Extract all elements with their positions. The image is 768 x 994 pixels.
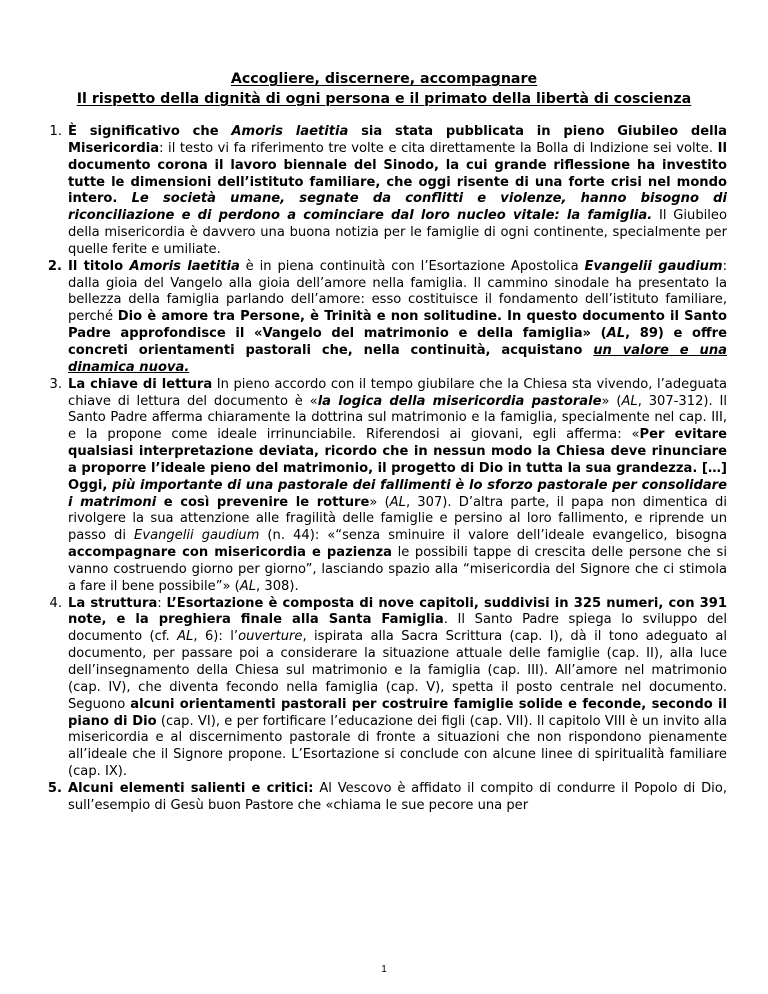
text-segment: sia stata pubblicata in pieno Giubileo della Misericordia <box>68 124 727 156</box>
document-heading <box>40 69 728 109</box>
text-segment: In pieno accordo con il tempo giubilare che la Chiesa sta vivendo, l’adeguata chiave di lettura del documento è « <box>68 376 727 409</box>
text-segment: . Il Santo Padre spiega lo sviluppo del documento (cf. <box>68 612 727 645</box>
list-item <box>38 259 727 377</box>
text-segment: È significativo che <box>68 124 232 139</box>
list-item <box>38 596 727 781</box>
text-segment: AL <box>606 326 626 342</box>
page-number: 1 <box>381 964 387 975</box>
text-segment: la logica della misericordia pastorale <box>317 393 602 409</box>
text-segment: Evangelii gaudium <box>134 528 260 544</box>
text-segment: AL <box>389 494 406 510</box>
text-segment: Il Giubileo della misericordia è davvero una buona notizia per le famiglie di ogni continente, specialmente per quelle ferite e umiliate. <box>68 208 727 257</box>
text-segment: , 308). <box>256 578 299 594</box>
item-number: 4. <box>49 595 62 611</box>
text-segment: Alcuni elementi salienti e critici: <box>68 780 314 796</box>
text-segment: Al Vescovo è affidato il compito di condurre il Popolo di Dio, sull’esempio di Gesù buon Pastore che «chiama le sue pecore una per <box>68 780 727 813</box>
text-segment: , 89) e offre concreti orientamenti pastorali che, nella continuità, acquistano <box>68 326 727 358</box>
text-segment: (n. 44): «“senza sminuire il valore dell’ideale evangelico, bisogna <box>259 528 727 544</box>
item-number: 1. <box>49 124 62 139</box>
text-segment: (cap. VI), e per fortificare l’educazione dei figli (cap. VII). Il capitolo VIII è un invito alla misericordia e al discernimento pastorale di fronte a situazioni che non rispondono pienamente all’ideale che il Signore propone. L’Esortazione si conclude con alcune linee di spiritualità familiare (cap. IX). <box>68 713 727 780</box>
text-segment: Amoris laetitia <box>129 258 240 274</box>
text-segment: accompagnare con misericordia e pazienza <box>68 545 392 561</box>
text-segment: : <box>157 595 167 611</box>
text-segment: alcuni orientamenti pastorali per costruire famiglie solide e feconde, secondo il piano di Dio <box>68 696 727 729</box>
text-segment: Dio è amore tra Persone, è Trinità e non solitudine. In questo documento il Santo Padre approfondisce il «Vangelo del matrimonio e della famiglia» ( <box>68 309 727 342</box>
text-segment: AL <box>177 629 194 645</box>
text-segment: è in piena continuità con l’Esortazione Apostolica <box>239 258 585 274</box>
text-segment: , 307). D’altra parte, il papa non dimentica di rivolgere la sua attenzione alle fragilità delle famiglie e persino al loro fallimento, e riprende un passo di <box>68 494 727 544</box>
document-subtitle: Il rispetto della dignità di ogni persona e il primato della libertà di coscienza <box>76 91 692 107</box>
list-item <box>38 377 727 596</box>
text-segment: » ( <box>369 494 390 510</box>
text-segment: : il testo vi fa riferimento tre volte e cita direttamente la Bolla di Indizione sei volte. <box>159 140 718 156</box>
text-segment: Amoris laetitia <box>231 124 349 139</box>
text-segment: Le società umane, segnate da conflitti e violenze, hanno bisogno di riconciliazione e di perdono a cominciare dal loro nucleo vitale: la famiglia. <box>68 191 728 224</box>
text-segment: AL <box>239 578 257 594</box>
item-number: 2. <box>47 258 62 274</box>
text-segment: un valore e una dinamica nuova. <box>68 342 727 375</box>
text-segment: Il documento corona il lavoro biennale del Sinodo, la cui grande riflessione ha investito tutte le dimensioni dell’istituto familiare, che oggi risente di una forte crisi nel mondo intero. <box>68 140 727 207</box>
text-segment: : dalla gioia del Vangelo alla gioia dell’amore nella famiglia. Il cammino sinodale ha presentato la bellezza della famiglia parlando dell’amore: esso costituisce il fondamento dell’istituto familiare, perché <box>68 258 727 325</box>
text-segment: La chiave di lettura <box>68 376 213 392</box>
text-segment: » ( <box>601 393 622 409</box>
text-segment: e così prevenire le rotture <box>156 494 370 510</box>
text-segment: Per evitare qualsiasi interpretazione deviata, ricordo che in nessun modo la Chiesa deve rinunciare a proporre l’ideale pieno del matrimonio, il progetto di Dio in tutta la sua grandezza. […] Oggi, <box>68 427 727 493</box>
item-number: 3. <box>49 376 62 392</box>
text-segment: AL <box>621 393 638 409</box>
text-segment: le possibili tappe di crescita delle persone che si vanno costruendo giorno per giorno”, lasciando spazio alla “misericordia del Signore che ci stimola a fare il bene possibile”» ( <box>68 545 727 594</box>
text-segment: La struttura <box>68 595 158 611</box>
list-item <box>38 781 727 815</box>
numbered-paragraph-list <box>38 124 727 815</box>
text-segment: più importante di una pastorale dei fallimenti è lo sforzo pastorale per consolidare i matrimoni <box>68 477 728 510</box>
item-number: 5. <box>47 780 62 796</box>
text-segment: , 6): l’ <box>193 629 239 645</box>
text-segment: ouverture <box>238 629 303 645</box>
text-segment: Il titolo <box>68 258 130 274</box>
text-segment: Evangelii gaudium <box>584 258 723 274</box>
list-item <box>38 124 727 259</box>
document-title: Accogliere, discernere, accompagnare <box>230 71 538 87</box>
text-segment: , 307-312). Il Santo Padre afferma chiaramente la dottrina sul matrimonio e la famiglia, specialmente nel cap. III, e la propone come ideale irrinunciabile. Riferendosi ai giovani, egli afferma: « <box>68 393 727 443</box>
text-segment: , ispirata alla Sacra Scrittura (cap. I), dà il tono adeguato al documento, per passare poi a considerare la situazione attuale delle famiglie (cap. II), alla luce dell’insegnamento della Chiesa sul matrimonio e la famiglia (cap. III). All’amore nel matrimonio (cap. IV), che diventa fecondo nella famiglia (cap. V), spetta il posto centrale nel documento. Seguono <box>68 629 728 712</box>
text-segment: L’Esortazione è composta di nove capitoli, suddivisi in 325 numeri, con 391 note, e la preghiera finale alla Santa Famiglia <box>68 595 728 628</box>
